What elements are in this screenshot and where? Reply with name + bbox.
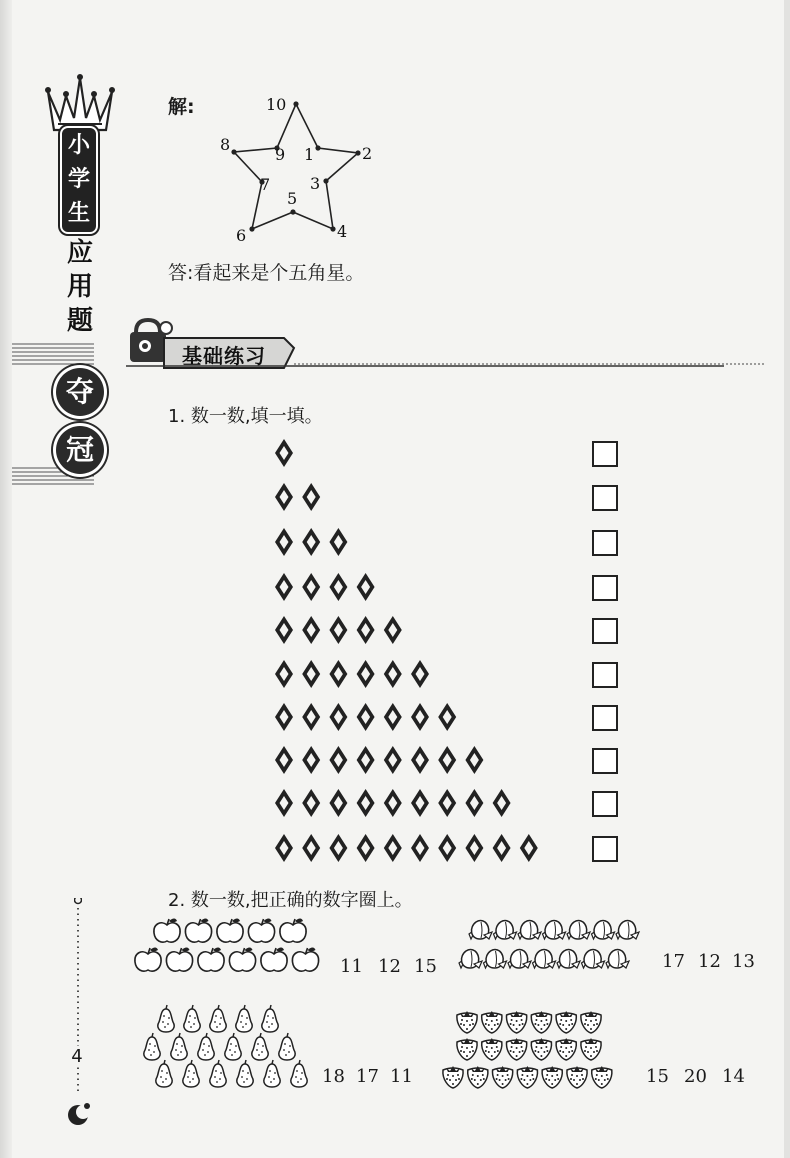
pear-icon	[262, 1005, 278, 1032]
apple-icon	[154, 919, 180, 943]
pear-icon	[252, 1033, 268, 1060]
peach-icon	[469, 921, 492, 940]
option-number[interactable]: 12	[698, 951, 721, 972]
peach-icon	[582, 950, 605, 969]
apple-icon	[280, 919, 306, 943]
star-dot-label: 10	[266, 95, 287, 114]
apple-icon	[248, 919, 274, 943]
option-number[interactable]: 15	[646, 1066, 669, 1087]
apple-icon	[292, 948, 318, 972]
apple-icon	[166, 948, 192, 972]
pear-icon	[210, 1005, 226, 1032]
option-number[interactable]: 11	[390, 1066, 413, 1087]
pear-icon	[279, 1033, 295, 1060]
option-number[interactable]: 14	[722, 1066, 745, 1087]
strawberry-icon	[468, 1066, 488, 1088]
title-char: 应	[66, 238, 93, 268]
section-title: 基础练习	[182, 344, 266, 368]
pear-icon	[236, 1005, 252, 1032]
strawberry-icon	[517, 1066, 537, 1088]
peach-icon	[508, 950, 531, 969]
strawberry-icon	[581, 1038, 601, 1060]
peach-icon	[494, 921, 517, 940]
pear-icon	[264, 1060, 280, 1087]
badge-char: 生	[67, 201, 90, 226]
apple-icon	[135, 948, 161, 972]
strawberry-icon	[567, 1066, 587, 1088]
strawberry-icon	[531, 1038, 551, 1060]
solution-answer: 答:看起来是个五角星。	[168, 262, 365, 284]
star-dot-label: 4	[337, 222, 348, 241]
star-dot-label: 9	[275, 145, 286, 164]
strawberry-icon	[507, 1038, 527, 1060]
strawberry-icon	[531, 1011, 551, 1033]
pear-icon	[156, 1060, 172, 1087]
peach-icon	[606, 950, 629, 969]
question-2: 2. 数一数,把正确的数字圈上。	[168, 890, 413, 911]
pear-icon	[144, 1033, 160, 1060]
strawberry-icon	[443, 1066, 463, 1088]
option-number[interactable]: 15	[414, 956, 437, 977]
option-number[interactable]: 20	[684, 1066, 707, 1087]
apple-icon	[261, 948, 287, 972]
margin-circle-char: 夺	[56, 368, 104, 416]
apple-icon	[217, 919, 243, 943]
pear-icon	[198, 1033, 214, 1060]
strawberry-icon	[482, 1038, 502, 1060]
star-dot-label: 3	[310, 174, 321, 193]
option-number[interactable]: 18	[322, 1066, 345, 1087]
pear-icon	[184, 1005, 200, 1032]
strawberry-icon	[493, 1066, 513, 1088]
peach-icon	[543, 921, 566, 940]
peach-icon	[518, 921, 541, 940]
peach-icon	[616, 921, 639, 940]
solution-label: 解:	[168, 96, 195, 118]
peach-icon	[533, 950, 556, 969]
pear-icon	[183, 1060, 199, 1087]
question-1: 1. 数一数,填一填。	[168, 406, 323, 427]
option-number[interactable]: 12	[378, 956, 401, 977]
star-dot-label: 5	[287, 189, 298, 208]
star-dot-label: 7	[260, 175, 271, 194]
pear-icon	[210, 1060, 226, 1087]
pear-icon	[225, 1033, 241, 1060]
peach-icon	[567, 921, 590, 940]
margin-circle-char: 冠	[56, 426, 104, 474]
strawberry-icon	[457, 1011, 477, 1033]
apple-icon	[229, 948, 255, 972]
title-char: 用	[66, 272, 93, 302]
badge-char: 学	[67, 167, 90, 192]
apple-icon	[185, 919, 211, 943]
strawberry-icon	[556, 1011, 576, 1033]
pear-icon	[237, 1060, 253, 1087]
star-dot-label: 2	[362, 144, 373, 163]
strawberry-icon	[581, 1011, 601, 1033]
strawberry-icon	[482, 1011, 502, 1033]
pear-icon	[291, 1060, 307, 1087]
peach-icon	[557, 950, 580, 969]
peach-icon	[484, 950, 507, 969]
strawberry-icon	[507, 1011, 527, 1033]
peach-icon	[459, 950, 482, 969]
option-number[interactable]: 17	[662, 951, 685, 972]
option-number[interactable]: 17	[356, 1066, 379, 1087]
strawberry-icon	[592, 1066, 612, 1088]
star-dot-label: 8	[220, 135, 231, 154]
strawberry-icon	[457, 1038, 477, 1060]
option-number[interactable]: 13	[732, 951, 755, 972]
pear-icon	[171, 1033, 187, 1060]
pear-icon	[158, 1005, 174, 1032]
page-number: 4	[66, 1046, 88, 1067]
star-dot-label: 6	[236, 226, 247, 245]
title-char: 题	[66, 306, 93, 336]
badge-char: 小	[67, 133, 90, 158]
option-number[interactable]: 11	[340, 956, 363, 977]
strawberry-icon	[542, 1066, 562, 1088]
apple-icon	[198, 948, 224, 972]
peach-icon	[592, 921, 615, 940]
star-dot-label: 1	[304, 145, 315, 164]
strawberry-icon	[556, 1038, 576, 1060]
